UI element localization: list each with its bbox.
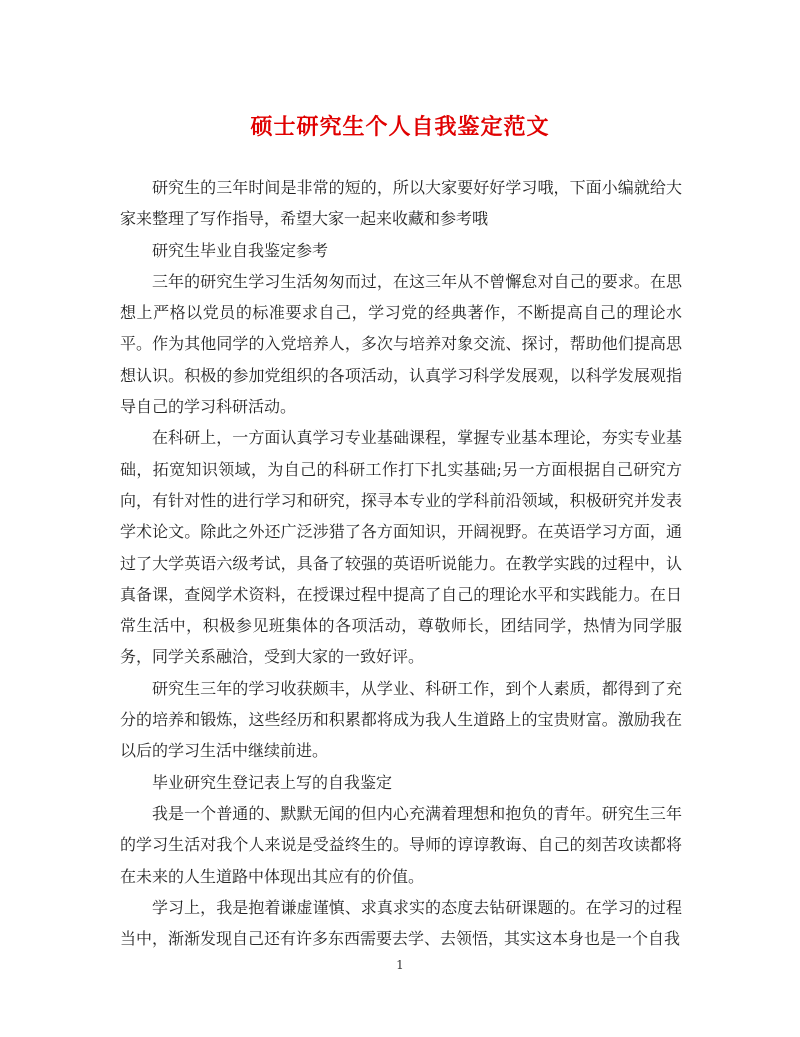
section-heading-registration-form: 毕业研究生登记表上写的自我鉴定 bbox=[152, 772, 393, 792]
document-body bbox=[120, 172, 682, 954]
section-heading-graduation-reference: 研究生毕业自我鉴定参考 bbox=[152, 240, 329, 260]
paragraph-research: 在科研上，一方面认真学习专业基础课程，掌握专业基本理论，夯实专业基础，拓宽知识领域，为自己的科研工作打下扎实基础;另一方面根据自己研究方向，有针对性的进行学习和研究，探寻本专业的学科前沿领域，积极研究并发表学术论文。除此之外还广泛涉猎了各方面知识，开阔视野。在英语学习方面，通过了大学英语六级考试，具备了较强的英语听说能力。在教学实践的过程中，认真备课，查阅学术资料，在授课过程中提高了自己的理论水平和实践能力。在日常生活中，积极参见班集体的各项活动，尊敬师长，团结同学，热情为同学服务，同学关系融洽，受到大家的一致好评。 bbox=[120, 428, 682, 667]
paragraph-summary: 研究生三年的学习收获颇丰，从学业、科研工作，到个人素质，都得到了充分的培养和锻炼，这些经历和积累都将成为我人生道路上的宝贵财富。激励我在以后的学习生活中继续前进。 bbox=[120, 678, 682, 761]
paragraph-self-intro: 我是一个普通的、默默无闻的但内心充满着理想和抱负的青年。研究生三年的学习生活对我个人来说是受益终生的。导师的谆谆教诲、自己的刻苦攻读都将在未来的人生道路中体现出其应有的价值。 bbox=[120, 803, 682, 886]
document-title: 硕士研究生个人自我鉴定范文 bbox=[250, 114, 550, 140]
paragraph-political: 三年的研究生学习生活匆匆而过，在这三年从不曾懈怠对自己的要求。在思想上严格以党员的标准要求自己，学习党的经典著作，不断提高自己的理论水平。作为其他同学的入党培养人，多次与培养对象交流、探讨，帮助他们提高思想认识。积极的参加党组织的各项活动，认真学习科学发展观，以科学发展观指导自己的学习科研活动。 bbox=[120, 271, 682, 417]
page-number: 1 bbox=[396, 958, 404, 972]
paragraph-study: 学习上，我是抱着谦虚谨慎、求真求实的态度去钻研课题的。在学习的过程当中，渐渐发现自己还有许多东西需要去学、去领悟，其实这本身也是一个自我 bbox=[120, 897, 682, 949]
paragraph-intro: 研究生的三年时间是非常的短的，所以大家要好好学习哦，下面小编就给大家来整理了写作指导，希望大家一起来收藏和参考哦 bbox=[120, 178, 682, 229]
